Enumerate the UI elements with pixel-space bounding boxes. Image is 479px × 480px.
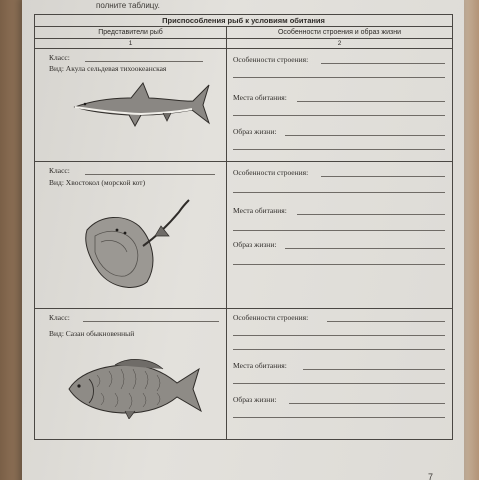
column-number-1: 1 — [35, 39, 227, 49]
table-title: Приспособления рыб к условиям обитания — [35, 15, 453, 27]
answer-line[interactable] — [327, 321, 445, 322]
structure-label: Особенности строения: — [233, 313, 309, 322]
class-label: Класс: — [49, 313, 70, 322]
adaptation-table — [34, 14, 453, 440]
fish-cell — [35, 309, 227, 440]
column-header-representatives: Представители рыб — [35, 27, 227, 39]
answer-line[interactable] — [233, 417, 445, 418]
answer-line[interactable] — [289, 403, 445, 404]
class-answer-line[interactable] — [83, 321, 219, 322]
page-edge — [462, 0, 479, 480]
page-number: 7 — [428, 472, 434, 480]
answer-line[interactable] — [297, 214, 445, 215]
instruction-text: полните таблицу. — [96, 1, 160, 10]
class-label: Класс: — [49, 166, 70, 175]
answer-line[interactable] — [233, 77, 445, 78]
features-cell — [227, 49, 453, 162]
habitat-label: Места обитания: — [233, 93, 287, 102]
answer-line[interactable] — [233, 149, 445, 150]
class-answer-line[interactable] — [85, 61, 203, 62]
class-label: Класс: — [49, 53, 70, 62]
answer-line[interactable] — [233, 349, 445, 350]
species-label: Вид: Акула сельдевая тихоокеанская — [49, 64, 167, 73]
carp-icon — [65, 359, 207, 419]
answer-line[interactable] — [297, 101, 445, 102]
species-label: Вид: Хвостокол (морской кот) — [49, 178, 146, 187]
shark-icon — [71, 79, 213, 131]
lifestyle-label: Образ жизни: — [233, 240, 277, 249]
answer-line[interactable] — [233, 383, 445, 384]
answer-line[interactable] — [233, 230, 445, 231]
class-answer-line[interactable] — [85, 174, 215, 175]
habitat-label: Места обитания: — [233, 206, 287, 215]
lifestyle-label: Образ жизни: — [233, 127, 277, 136]
structure-label: Особенности строения: — [233, 55, 309, 64]
stingray-icon — [81, 196, 191, 296]
structure-label: Особенности строения: — [233, 168, 309, 177]
answer-line[interactable] — [285, 248, 445, 249]
answer-line[interactable] — [233, 264, 445, 265]
answer-line[interactable] — [321, 176, 445, 177]
answer-line[interactable] — [285, 135, 445, 136]
features-cell — [227, 309, 453, 440]
answer-line[interactable] — [321, 63, 445, 64]
answer-line[interactable] — [233, 115, 445, 116]
answer-line[interactable] — [233, 335, 445, 336]
column-number-2: 2 — [227, 39, 453, 49]
fish-cell — [35, 162, 227, 309]
features-cell — [227, 162, 453, 309]
lifestyle-label: Образ жизни: — [233, 395, 277, 404]
answer-line[interactable] — [303, 369, 445, 370]
answer-line[interactable] — [233, 192, 445, 193]
table-row — [35, 309, 453, 440]
habitat-label: Места обитания: — [233, 361, 287, 370]
species-label: Вид: Сазан обыкновенный — [49, 329, 135, 338]
column-header-features: Особенности строения и образ жизни — [227, 27, 453, 39]
table-row — [35, 162, 453, 309]
table-row — [35, 49, 453, 162]
fish-cell — [35, 49, 227, 162]
